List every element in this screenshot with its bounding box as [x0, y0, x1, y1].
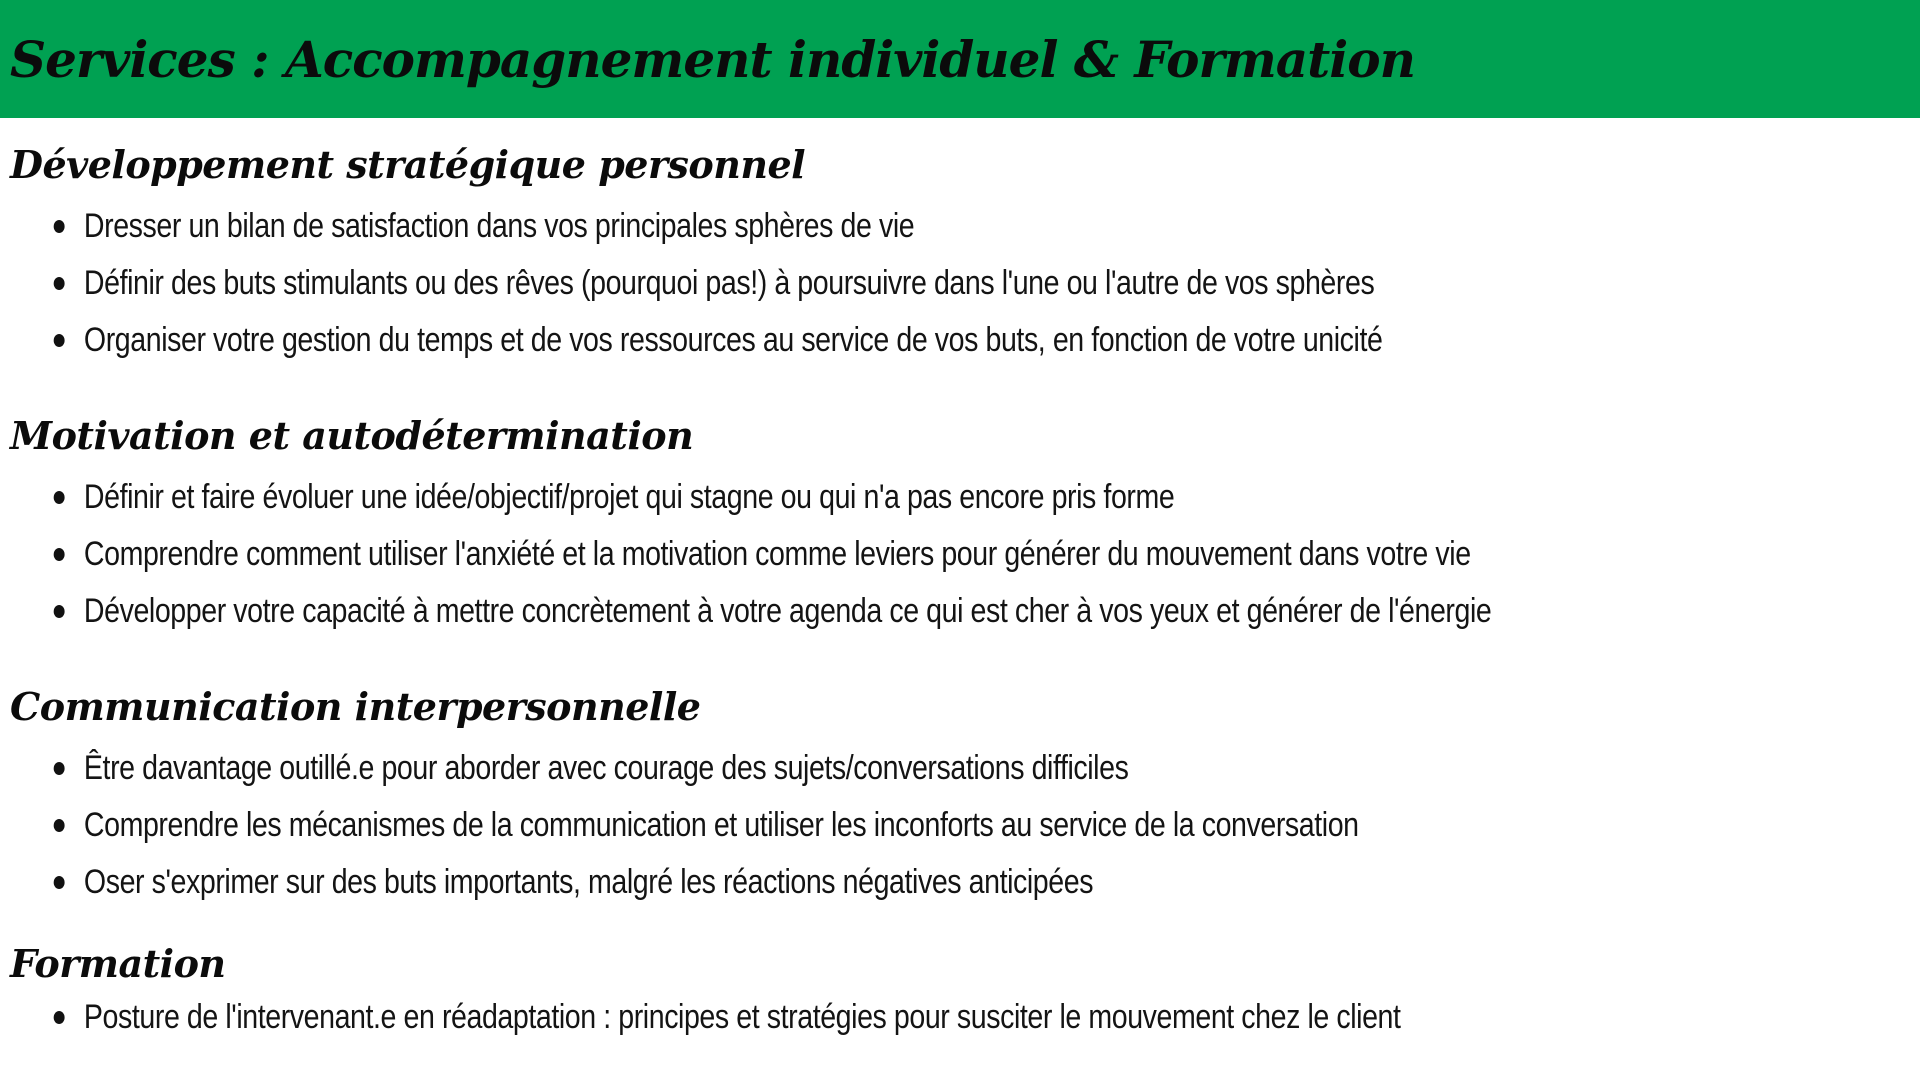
header-bar — [0, 0, 1920, 118]
section-formation — [10, 939, 1910, 1046]
list-item — [10, 989, 1606, 1046]
bullet-icon — [54, 819, 65, 832]
list-item-text: Posture de l'intervenant.e en réadaptation : principes et stratégies pour susciter le mouvement chez le client — [83, 998, 1401, 1036]
content-area — [10, 140, 1910, 1046]
bullet-list — [10, 740, 1910, 911]
section-heading: Communication interpersonnelle — [10, 684, 701, 729]
bullet-icon — [54, 605, 65, 618]
list-item-text: Développer votre capacité à mettre concrètement à votre agenda ce qui est cher à vos yeux et générer de l'énergie — [83, 592, 1492, 630]
bullet-icon — [54, 277, 65, 290]
bullet-list — [10, 989, 1910, 1046]
section-motivation — [10, 411, 1910, 640]
list-item-text: Oser s'exprimer sur des buts importants, malgré les réactions négatives anticipées — [83, 863, 1094, 901]
bullet-icon — [54, 548, 65, 561]
section-developpement-strategique — [10, 140, 1910, 369]
list-item — [10, 854, 1606, 911]
list-item-text: Dresser un bilan de satisfaction dans vos principales sphères de vie — [83, 207, 915, 245]
bullet-icon — [54, 1011, 65, 1024]
page-title: Services : Accompagnement individuel & Formation — [10, 30, 1415, 89]
list-item-text: Définir des buts stimulants ou des rêves (pourquoi pas!) à poursuivre dans l'une ou l'autre de vos sphères — [83, 264, 1375, 302]
list-item — [10, 312, 1606, 369]
list-item — [10, 797, 1606, 854]
list-item — [10, 526, 1606, 583]
list-item-text: Être davantage outillé.e pour aborder avec courage des sujets/conversations difficiles — [83, 749, 1129, 787]
list-item-text: Organiser votre gestion du temps et de vos ressources au service de vos buts, en fonction de votre unicité — [83, 321, 1383, 359]
bullet-icon — [54, 491, 65, 504]
list-item — [10, 255, 1606, 312]
list-item — [10, 740, 1606, 797]
bullet-icon — [54, 220, 65, 233]
section-heading: Développement stratégique personnel — [10, 142, 806, 187]
list-item — [10, 198, 1606, 255]
list-item-text: Définir et faire évoluer une idée/objectif/projet qui stagne ou qui n'a pas encore pris forme — [83, 478, 1175, 516]
bullet-icon — [54, 876, 65, 889]
bullet-list — [10, 469, 1910, 640]
section-heading: Formation — [10, 941, 226, 986]
bullet-icon — [54, 762, 65, 775]
list-item — [10, 583, 1606, 640]
list-item-text: Comprendre comment utiliser l'anxiété et la motivation comme leviers pour générer du mouvement dans votre vie — [83, 535, 1471, 573]
bullet-list — [10, 198, 1910, 369]
section-communication — [10, 682, 1910, 911]
list-item — [10, 469, 1606, 526]
section-heading: Motivation et autodétermination — [10, 413, 694, 458]
list-item-text: Comprendre les mécanismes de la communication et utiliser les inconforts au service de la conversation — [83, 806, 1359, 844]
bullet-icon — [54, 334, 65, 347]
